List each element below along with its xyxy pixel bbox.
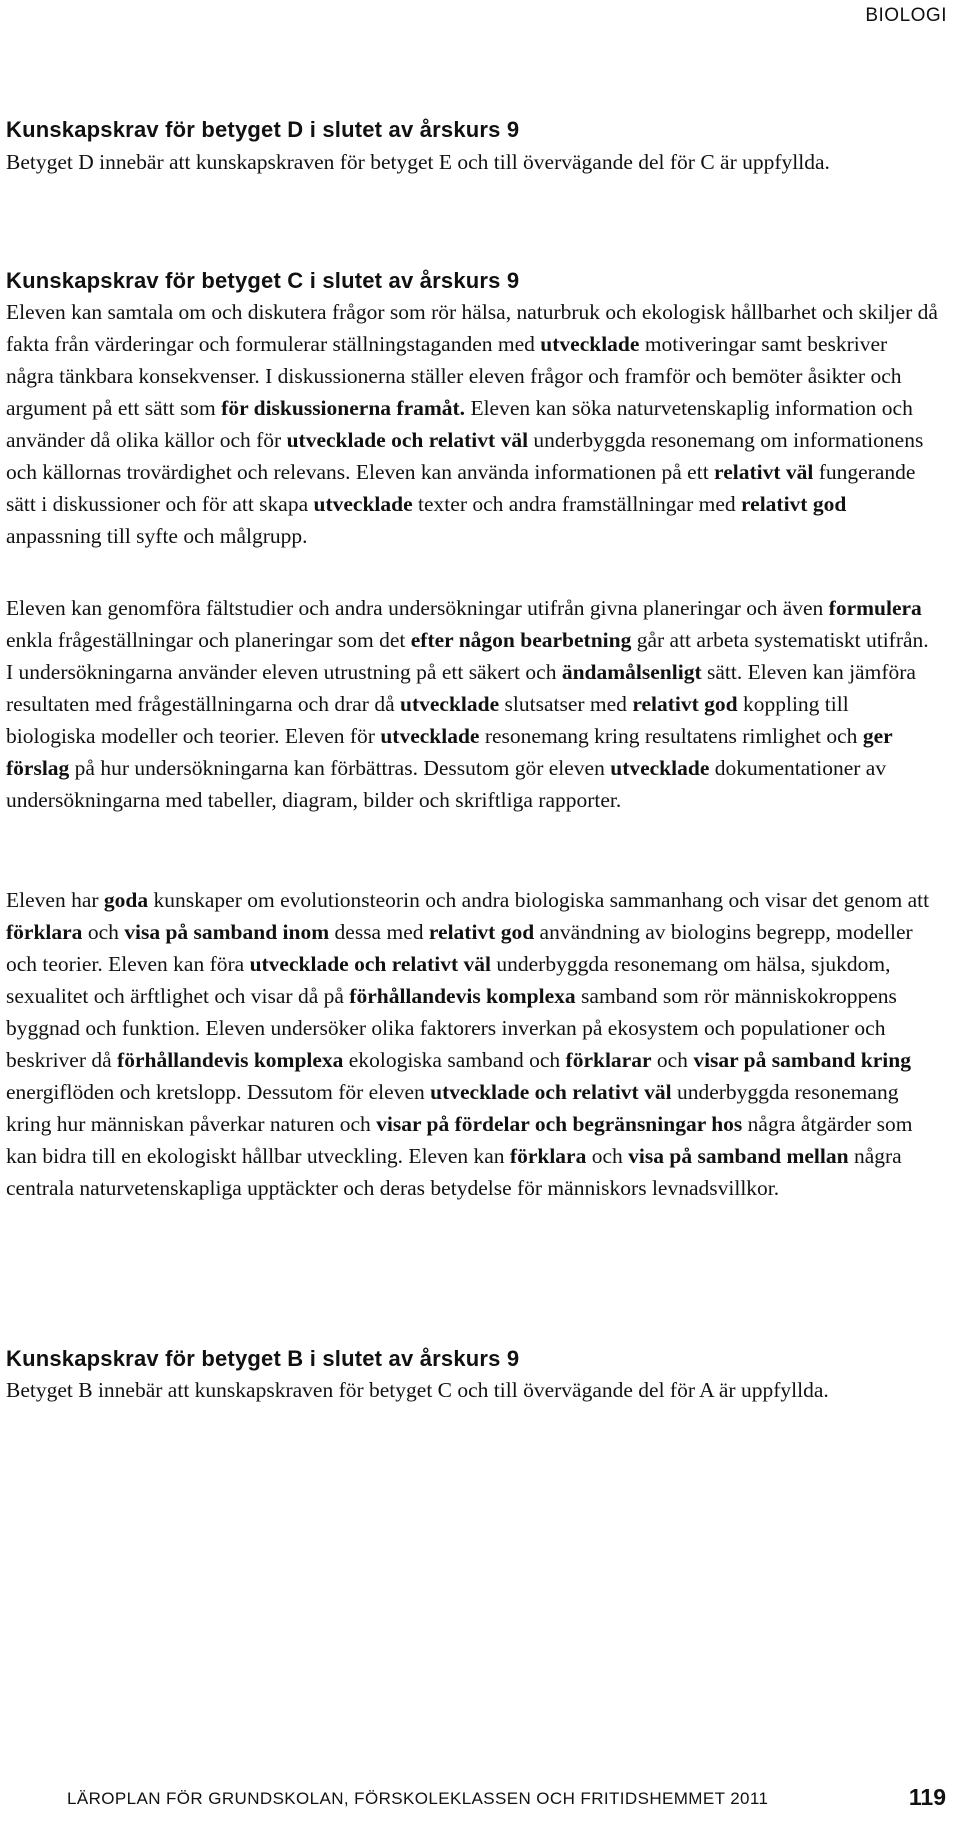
emphasized-term: förklarar bbox=[565, 1048, 652, 1072]
paragraph-grade-b: Betyget B innebär att kunskapskraven för betyget C och till övervägande del för A är uppfyllda. bbox=[6, 1378, 829, 1402]
text-run: motiveringar samt beskriver några tänkbara konsekvenser. I diskussionerna ställer eleven frågor och framför och bemöter åsikter och argument på ett sätt som bbox=[6, 332, 902, 420]
text-run: går att arbeta systematiskt utifrån. I undersökningarna använder eleven utrustning på ett säkert och bbox=[6, 628, 929, 684]
text-run: underbyggda resonemang om informationens och källornas trovärdighet och relevans. Eleven kan använda informationen på ett bbox=[6, 428, 924, 484]
text-run: Eleven kan söka naturvetenskaplig information och använder då olika källor och för bbox=[6, 396, 913, 452]
emphasized-term: relativt väl bbox=[714, 460, 814, 484]
emphasized-term: utvecklade bbox=[313, 492, 413, 516]
text-run: underbyggda resonemang om hälsa, sjukdom, sexualitet och ärftlighet och visar då på bbox=[6, 952, 891, 1008]
emphasized-term: relativt god bbox=[632, 692, 738, 716]
text-run: koppling till biologiska modeller och teorier. Eleven för bbox=[6, 692, 849, 748]
emphasized-term: utvecklade och relativt väl bbox=[430, 1080, 672, 1104]
emphasized-term: förklara bbox=[509, 1144, 587, 1168]
emphasized-term: förhållandevis komplexa bbox=[117, 1048, 344, 1072]
emphasized-term: visa på samband inom bbox=[124, 920, 330, 944]
text-run: resonemang kring resultatens rimlighet och bbox=[479, 724, 863, 748]
text-run: dessa med bbox=[329, 920, 429, 944]
text-run: några åtgärder som kan bidra till en ekologiskt hållbar utveckling. Eleven kan bbox=[6, 1112, 913, 1168]
emphasized-term: utvecklade och relativt väl bbox=[249, 952, 492, 976]
emphasized-term: utvecklade och relativt väl bbox=[286, 428, 529, 452]
emphasized-term: utvecklade bbox=[540, 332, 640, 356]
footer-title: LÄROPLAN FÖR GRUNDSKOLAN, FÖRSKOLEKLASSEN OCH FRITIDSHEMMET 2011 bbox=[67, 1789, 769, 1808]
paragraph-grade-c-knowledge bbox=[6, 884, 940, 1204]
heading-grade-b: Kunskapskrav för betyget B i slutet av årskurs 9 bbox=[6, 1346, 520, 1371]
text-run: anpassning till syfte och målgrupp. bbox=[6, 524, 308, 548]
emphasized-term: ändamålsenligt bbox=[561, 660, 702, 684]
emphasized-term: formulera bbox=[828, 596, 922, 620]
text-run: dokumentationer av undersökningarna med tabeller, diagram, bilder och skriftliga rapporter. bbox=[6, 756, 887, 812]
text-run: energiflöden och kretslopp. Dessutom för eleven bbox=[6, 1080, 431, 1104]
text-run: på hur undersökningarna kan förbättras. Dessutom gör eleven bbox=[69, 756, 611, 780]
subject-label: BIOLOGI bbox=[865, 5, 947, 26]
emphasized-term: visa på samband mellan bbox=[628, 1144, 849, 1168]
emphasized-term: för diskussionerna framåt. bbox=[221, 396, 466, 420]
text-run: slutsatser med bbox=[499, 692, 633, 716]
emphasized-term: goda bbox=[103, 888, 149, 912]
text-run: Eleven kan samtala om och diskutera frågor som rör hälsa, naturbruk och ekologisk hållbarhet och skiljer då fakta från värderingar och formulerar ställningstaganden med bbox=[6, 300, 938, 356]
text-run: ekologiska samband och bbox=[343, 1048, 566, 1072]
text-run: sätt. Eleven kan jämföra resultaten med frågeställningarna och drar då bbox=[6, 660, 916, 716]
heading-grade-d: Kunskapskrav för betyget D i slutet av årskurs 9 bbox=[6, 117, 520, 142]
text-run: enkla frågeställningar och planeringar som det bbox=[6, 628, 411, 652]
text-run: och bbox=[651, 1048, 694, 1072]
text-run: och bbox=[82, 920, 125, 944]
text-run: och bbox=[586, 1144, 629, 1168]
text-run: texter och andra framställningar med bbox=[412, 492, 741, 516]
emphasized-term: utvecklade bbox=[610, 756, 710, 780]
emphasized-term: visar på fördelar och begränsningar hos bbox=[376, 1112, 743, 1136]
emphasized-term: utvecklade bbox=[380, 724, 480, 748]
emphasized-term: relativt god bbox=[741, 492, 847, 516]
text-run: fungerande sätt i diskussioner och för att skapa bbox=[6, 460, 916, 516]
emphasized-term: relativt god bbox=[428, 920, 535, 944]
text-run: kunskaper om evolutionsteorin och andra biologiska sammanhang och visar det genom att bbox=[148, 888, 930, 912]
emphasized-term: utvecklade bbox=[400, 692, 500, 716]
text-run: användning av biologins begrepp, modeller och teorier. Eleven kan föra bbox=[6, 920, 913, 976]
heading-grade-c: Kunskapskrav för betyget C i slutet av årskurs 9 bbox=[6, 268, 520, 293]
emphasized-term: visar på samband kring bbox=[693, 1048, 911, 1072]
paragraph-grade-d: Betyget D innebär att kunskapskraven för betyget E och till övervägande del för C är uppfyllda. bbox=[6, 150, 830, 174]
text-run: underbyggda resonemang kring hur människan påverkar naturen och bbox=[6, 1080, 899, 1136]
emphasized-term: efter någon bearbetning bbox=[410, 628, 632, 652]
emphasized-term: ger förslag bbox=[6, 724, 893, 780]
paragraph-grade-c-investigations bbox=[6, 592, 940, 816]
page-number: 119 bbox=[908, 1784, 946, 1810]
emphasized-term: förhållandevis komplexa bbox=[349, 984, 576, 1008]
text-run: samband som rör människokroppens byggnad och funktion. Eleven undersöker olika faktorers inverkan på ekosystem och populationer och beskriver då bbox=[6, 984, 897, 1072]
text-run: några centrala naturvetenskapliga upptäckter och deras betydelse för människors levnadsvillkor. bbox=[6, 1144, 902, 1200]
paragraph-grade-c-discussion bbox=[6, 296, 940, 552]
emphasized-term: förklara bbox=[6, 920, 83, 944]
text-run: Eleven kan genomföra fältstudier och andra undersökningar utifrån givna planeringar och även bbox=[6, 596, 829, 620]
text-run: Eleven har bbox=[6, 888, 104, 912]
